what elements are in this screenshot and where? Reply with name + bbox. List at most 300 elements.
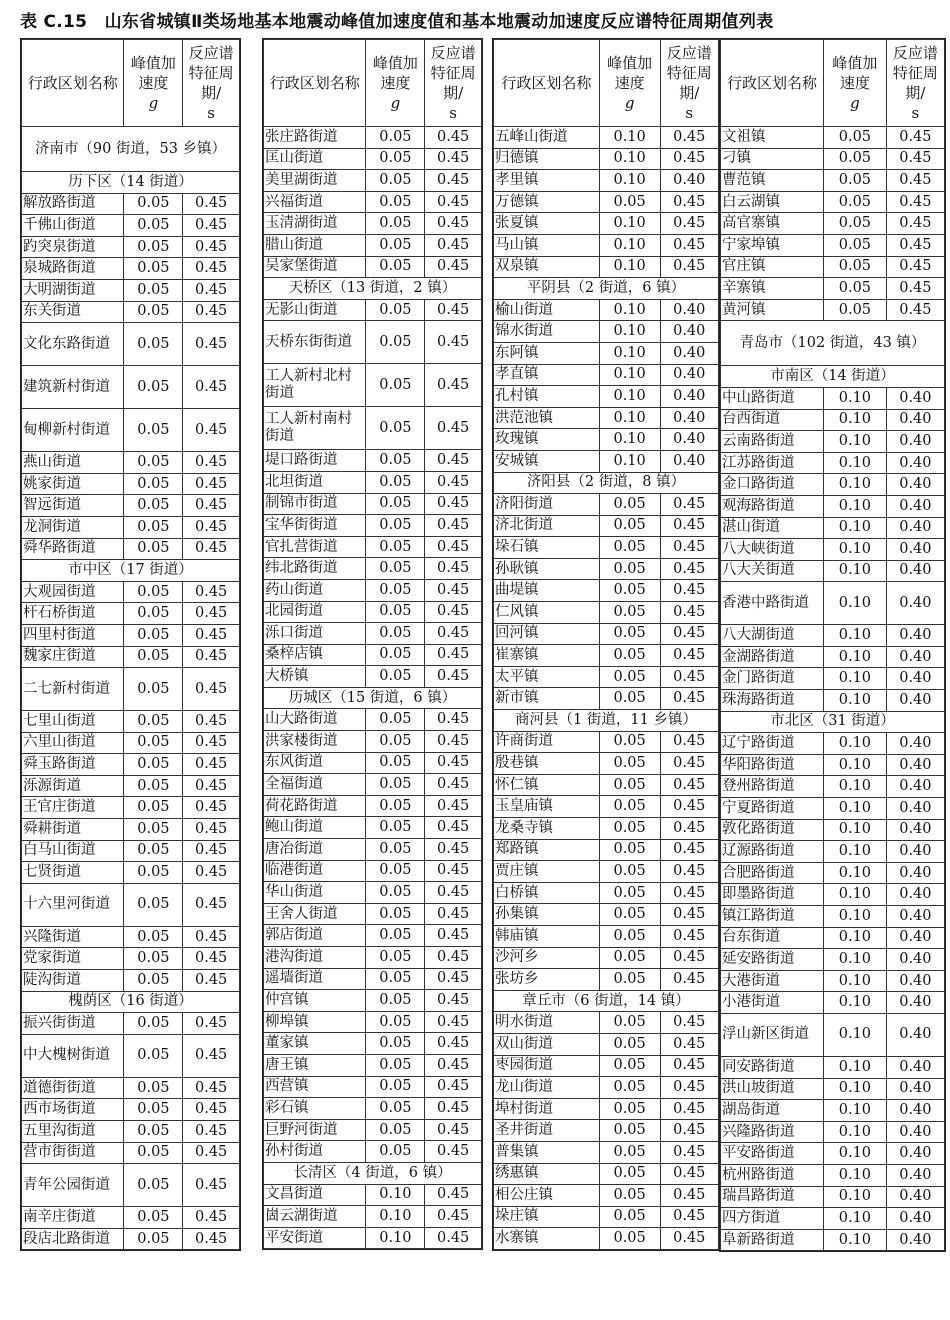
table-row xyxy=(22,1164,240,1207)
table-row xyxy=(494,537,719,559)
table-row xyxy=(721,754,945,776)
period-cell: 0.45 xyxy=(660,602,719,624)
region-name-cell: 孝里镇 xyxy=(494,170,600,192)
table-row xyxy=(494,1077,719,1099)
table-row xyxy=(22,538,240,560)
region-name-cell: 南辛庄街道 xyxy=(22,1207,124,1229)
header-row xyxy=(721,40,945,127)
peak-acceleration-cell: 0.05 xyxy=(599,1120,660,1142)
district-heading: 长清区（4 街道，6 镇） xyxy=(264,1162,482,1184)
table-row xyxy=(494,191,719,213)
peak-acceleration-cell: 0.05 xyxy=(366,170,425,192)
city-heading-row xyxy=(22,127,240,172)
region-name-cell: 张庄路街道 xyxy=(264,127,366,149)
period-cell: 0.45 xyxy=(183,862,240,884)
region-name-cell: 孙集镇 xyxy=(494,904,600,926)
period-cell: 0.45 xyxy=(886,148,944,170)
period-cell: 0.45 xyxy=(183,581,240,603)
peak-acceleration-cell: 0.10 xyxy=(599,148,660,170)
period-cell: 0.45 xyxy=(425,623,482,645)
period-cell: 0.45 xyxy=(183,301,240,323)
region-name-cell: 登州路街道 xyxy=(721,776,824,798)
peak-acceleration-cell: 0.05 xyxy=(366,666,425,688)
table-row xyxy=(494,818,719,840)
peak-acceleration-cell: 0.10 xyxy=(599,450,660,472)
period-cell: 0.40 xyxy=(660,364,719,386)
peak-acceleration-cell: 0.05 xyxy=(124,452,183,474)
peak-acceleration-cell: 0.10 xyxy=(599,213,660,235)
region-name-cell: 解放路街道 xyxy=(22,193,124,215)
region-name-cell: 柳埠镇 xyxy=(264,1011,366,1033)
peak-acceleration-cell: 0.05 xyxy=(124,258,183,280)
peak-acceleration-cell: 0.10 xyxy=(824,884,887,906)
region-name-cell: 镇江路街道 xyxy=(721,906,824,928)
table-row xyxy=(494,450,719,472)
table-row xyxy=(494,753,719,775)
table-row xyxy=(721,1121,945,1143)
peak-acceleration-cell: 0.05 xyxy=(124,1099,183,1121)
table-row xyxy=(22,1121,240,1143)
region-name-cell: 制锦市街道 xyxy=(264,493,366,515)
table-row xyxy=(264,256,482,278)
region-name-cell: 洪家楼街道 xyxy=(264,731,366,753)
header-characteristic-period xyxy=(886,40,944,127)
peak-acceleration-cell: 0.05 xyxy=(366,709,425,731)
period-cell: 0.45 xyxy=(886,256,944,278)
region-name-cell: 八大峡街道 xyxy=(721,539,824,561)
table-row xyxy=(264,774,482,796)
peak-acceleration-cell: 0.10 xyxy=(366,1227,425,1249)
district-heading-row xyxy=(494,990,719,1012)
peak-acceleration-cell: 0.05 xyxy=(599,904,660,926)
region-name-cell: 贾庄镇 xyxy=(494,861,600,883)
peak-acceleration-cell: 0.05 xyxy=(824,234,887,256)
header-peak-acceleration xyxy=(599,40,660,127)
region-name-cell: 官庄镇 xyxy=(721,256,824,278)
period-cell: 0.45 xyxy=(183,883,240,926)
region-name-cell: 太平镇 xyxy=(494,666,600,688)
table-row xyxy=(494,1163,719,1185)
table-row xyxy=(264,170,482,192)
peak-acceleration-cell: 0.05 xyxy=(366,256,425,278)
table-row xyxy=(22,754,240,776)
table-row xyxy=(721,992,945,1014)
table-row xyxy=(264,364,482,407)
district-heading-row xyxy=(721,366,945,388)
peak-acceleration-cell: 0.05 xyxy=(124,797,183,819)
period-cell: 0.40 xyxy=(886,452,944,474)
table-row xyxy=(22,1077,240,1099)
peak-acceleration-cell: 0.05 xyxy=(599,645,660,667)
table-row xyxy=(721,733,945,755)
table-row xyxy=(494,494,719,516)
table-row xyxy=(22,948,240,970)
period-cell: 0.45 xyxy=(425,234,482,256)
region-name-cell: 华阳路街道 xyxy=(721,754,824,776)
period-cell: 0.45 xyxy=(183,1142,240,1164)
table-row xyxy=(264,579,482,601)
table-row xyxy=(22,473,240,495)
period-cell: 0.45 xyxy=(183,1077,240,1099)
peak-acceleration-cell: 0.05 xyxy=(366,407,425,450)
table-row xyxy=(264,299,482,321)
period-cell: 0.40 xyxy=(886,1121,944,1143)
peak-acceleration-cell: 0.05 xyxy=(124,668,183,711)
period-cell: 0.45 xyxy=(183,1121,240,1143)
period-cell: 0.45 xyxy=(660,753,719,775)
header-peak-acceleration xyxy=(824,40,887,127)
peak-acceleration-cell: 0.05 xyxy=(366,623,425,645)
district-heading: 市北区（31 街道） xyxy=(721,711,945,733)
peak-acceleration-cell: 0.05 xyxy=(124,473,183,495)
peak-acceleration-cell: 0.05 xyxy=(366,882,425,904)
region-name-cell: 港沟街道 xyxy=(264,947,366,969)
peak-acceleration-cell: 0.05 xyxy=(124,711,183,733)
district-heading-row xyxy=(22,172,240,194)
period-cell: 0.45 xyxy=(425,1054,482,1076)
period-cell: 0.40 xyxy=(886,409,944,431)
period-cell: 0.45 xyxy=(660,882,719,904)
peak-acceleration-cell: 0.10 xyxy=(599,364,660,386)
region-name-cell: 玉皇庙镇 xyxy=(494,796,600,818)
period-cell: 0.45 xyxy=(660,1185,719,1207)
table-row xyxy=(22,323,240,366)
table-row xyxy=(494,148,719,170)
district-heading: 历城区（15 街道，6 镇） xyxy=(264,687,482,709)
period-cell: 0.45 xyxy=(183,473,240,495)
table-row xyxy=(494,666,719,688)
period-cell: 0.45 xyxy=(660,537,719,559)
peak-acceleration-cell: 0.05 xyxy=(366,471,425,493)
period-cell: 0.40 xyxy=(886,884,944,906)
period-cell: 0.40 xyxy=(886,754,944,776)
table-row xyxy=(264,752,482,774)
peak-acceleration-cell: 0.05 xyxy=(599,839,660,861)
table-row xyxy=(721,517,945,539)
table-row xyxy=(721,495,945,517)
table-row xyxy=(264,213,482,235)
region-name-cell: 珠海路街道 xyxy=(721,690,824,712)
header-period-text: 反应谱特征周期/ xyxy=(666,44,712,102)
peak-acceleration-cell: 0.05 xyxy=(366,515,425,537)
table-row xyxy=(494,645,719,667)
peak-acceleration-cell: 0.05 xyxy=(124,1077,183,1099)
period-cell: 0.45 xyxy=(886,127,944,149)
table-row xyxy=(494,127,719,149)
period-cell: 0.40 xyxy=(886,539,944,561)
region-name-cell: 孙耿镇 xyxy=(494,558,600,580)
period-cell: 0.45 xyxy=(425,127,482,149)
peak-acceleration-cell: 0.05 xyxy=(124,538,183,560)
table-row xyxy=(721,582,945,625)
period-cell: 0.45 xyxy=(660,1012,719,1034)
peak-acceleration-cell: 0.05 xyxy=(824,191,887,213)
region-name-cell: 金口路街道 xyxy=(721,474,824,496)
region-name-cell: 全福街道 xyxy=(264,774,366,796)
peak-acceleration-cell: 0.05 xyxy=(366,299,425,321)
period-cell: 0.45 xyxy=(183,840,240,862)
period-cell: 0.45 xyxy=(425,321,482,364)
region-name-cell: 党家街道 xyxy=(22,948,124,970)
table-row xyxy=(22,862,240,884)
region-name-cell: 曲堤镇 xyxy=(494,580,600,602)
header-peak-acceleration xyxy=(366,40,425,127)
region-name-cell: 绣惠镇 xyxy=(494,1163,600,1185)
region-name-cell: 榆山街道 xyxy=(494,299,600,321)
region-name-cell: 七贤街道 xyxy=(22,862,124,884)
region-name-cell: 平安街道 xyxy=(264,1227,366,1249)
period-cell: 0.45 xyxy=(886,299,944,321)
peak-acceleration-cell: 0.05 xyxy=(599,947,660,969)
region-name-cell: 药山街道 xyxy=(264,579,366,601)
region-name-cell: 王舍人街道 xyxy=(264,903,366,925)
table-row xyxy=(264,127,482,149)
period-cell: 0.40 xyxy=(660,299,719,321)
region-name-cell: 双泉镇 xyxy=(494,256,600,278)
period-cell: 0.40 xyxy=(886,992,944,1014)
table-row xyxy=(721,776,945,798)
region-name-cell: 工人新村南村街道 xyxy=(264,407,366,450)
period-cell: 0.40 xyxy=(886,1013,944,1056)
table-row xyxy=(264,148,482,170)
peak-acceleration-cell: 0.05 xyxy=(366,213,425,235)
table-row xyxy=(494,580,719,602)
peak-acceleration-cell: 0.05 xyxy=(599,537,660,559)
table-row xyxy=(494,602,719,624)
peak-acceleration-cell: 0.05 xyxy=(366,795,425,817)
district-heading-row xyxy=(264,1162,482,1184)
period-cell: 0.45 xyxy=(660,494,719,516)
period-cell: 0.40 xyxy=(886,517,944,539)
peak-acceleration-cell: 0.05 xyxy=(599,515,660,537)
peak-acceleration-cell: 0.05 xyxy=(366,1119,425,1141)
table-column-1 xyxy=(20,38,241,1251)
table-title: 表 C.15 山东省城镇Ⅱ类场地基本地震动峰值加速度值和基本地震动加速度反应谱特征周期值列表 xyxy=(20,12,774,32)
district-heading: 市中区（17 街道） xyxy=(22,560,240,582)
table-row xyxy=(22,258,240,280)
period-cell: 0.45 xyxy=(425,601,482,623)
period-cell: 0.45 xyxy=(425,579,482,601)
table-row xyxy=(721,1208,945,1230)
period-cell: 0.45 xyxy=(425,364,482,407)
period-cell: 0.45 xyxy=(183,452,240,474)
region-name-cell: 小港街道 xyxy=(721,992,824,1014)
district-heading-row xyxy=(494,278,719,300)
table-row xyxy=(494,1228,719,1250)
peak-acceleration-cell: 0.05 xyxy=(599,1033,660,1055)
region-name-cell: 湛山街道 xyxy=(721,517,824,539)
region-name-cell: 孝直镇 xyxy=(494,364,600,386)
table-row xyxy=(264,839,482,861)
table-row xyxy=(721,452,945,474)
period-cell: 0.45 xyxy=(660,904,719,926)
table-row xyxy=(494,1206,719,1228)
period-cell: 0.45 xyxy=(183,279,240,301)
seismic-table xyxy=(493,39,719,1250)
table-row xyxy=(264,191,482,213)
table-row xyxy=(264,321,482,364)
peak-acceleration-cell: 0.05 xyxy=(124,1034,183,1077)
period-cell: 0.45 xyxy=(425,1119,482,1141)
peak-acceleration-cell: 0.10 xyxy=(599,234,660,256)
period-cell: 0.40 xyxy=(886,690,944,712)
region-name-cell: 观海路街道 xyxy=(721,495,824,517)
period-cell: 0.45 xyxy=(660,213,719,235)
peak-acceleration-cell: 0.05 xyxy=(124,732,183,754)
period-cell: 0.45 xyxy=(183,970,240,992)
period-cell: 0.40 xyxy=(886,1143,944,1165)
table-row xyxy=(22,581,240,603)
peak-acceleration-cell: 0.10 xyxy=(824,431,887,453)
peak-acceleration-cell: 0.05 xyxy=(599,1185,660,1207)
region-name-cell: 张夏镇 xyxy=(494,213,600,235)
table-row xyxy=(22,452,240,474)
table-row xyxy=(494,969,719,991)
region-name-cell: 仁风镇 xyxy=(494,602,600,624)
table-column-4 xyxy=(719,38,946,1252)
region-name-cell: 道德街街道 xyxy=(22,1077,124,1099)
region-name-cell: 兴福街道 xyxy=(264,191,366,213)
table-row xyxy=(22,301,240,323)
period-cell: 0.45 xyxy=(425,817,482,839)
period-cell: 0.40 xyxy=(886,1208,944,1230)
region-name-cell: 五里沟街道 xyxy=(22,1121,124,1143)
peak-acceleration-cell: 0.10 xyxy=(366,1206,425,1228)
region-name-cell: 龙洞街道 xyxy=(22,516,124,538)
peak-acceleration-cell: 0.05 xyxy=(366,947,425,969)
peak-acceleration-cell: 0.05 xyxy=(366,450,425,472)
table-row xyxy=(22,819,240,841)
period-cell: 0.45 xyxy=(660,580,719,602)
table-row xyxy=(721,625,945,647)
region-name-cell: 郭店街道 xyxy=(264,925,366,947)
period-cell: 0.45 xyxy=(425,450,482,472)
period-cell: 0.45 xyxy=(660,1163,719,1185)
table-row xyxy=(264,407,482,450)
peak-acceleration-cell: 0.05 xyxy=(366,191,425,213)
peak-acceleration-cell: 0.10 xyxy=(824,582,887,625)
header-characteristic-period xyxy=(183,40,240,127)
region-name-cell: 山大路街道 xyxy=(264,709,366,731)
header-period-unit: s xyxy=(911,104,920,122)
region-name-cell: 明水街道 xyxy=(494,1012,600,1034)
table-row xyxy=(494,1141,719,1163)
period-cell: 0.45 xyxy=(886,191,944,213)
region-name-cell: 崔寨镇 xyxy=(494,645,600,667)
period-cell: 0.45 xyxy=(183,624,240,646)
table-row xyxy=(22,646,240,668)
period-cell: 0.45 xyxy=(660,148,719,170)
table-row xyxy=(494,623,719,645)
region-name-cell: 仲宫镇 xyxy=(264,990,366,1012)
table-row xyxy=(721,1100,945,1122)
peak-acceleration-cell: 0.05 xyxy=(124,581,183,603)
period-cell: 0.45 xyxy=(183,754,240,776)
table-row xyxy=(721,1143,945,1165)
region-name-cell: 郑路镇 xyxy=(494,839,600,861)
period-cell: 0.40 xyxy=(660,170,719,192)
peak-acceleration-cell: 0.05 xyxy=(824,127,887,149)
peak-acceleration-cell: 0.05 xyxy=(124,193,183,215)
table-row xyxy=(494,882,719,904)
header-region-name-text: 行政区划名称 xyxy=(727,74,818,92)
peak-acceleration-cell: 0.10 xyxy=(824,1143,887,1165)
header-period-unit: s xyxy=(207,104,215,122)
table-row xyxy=(721,278,945,300)
period-cell: 0.45 xyxy=(660,256,719,278)
table-row xyxy=(22,732,240,754)
header-characteristic-period xyxy=(425,40,482,127)
city-heading: 济南市（90 街道，53 乡镇） xyxy=(22,127,240,172)
table-row xyxy=(264,234,482,256)
peak-acceleration-cell: 0.10 xyxy=(824,776,887,798)
region-name-cell: 堤口路街道 xyxy=(264,450,366,472)
peak-acceleration-cell: 0.05 xyxy=(124,926,183,948)
table-row xyxy=(264,882,482,904)
table-row xyxy=(264,903,482,925)
district-heading: 平阴县（2 街道，6 镇） xyxy=(494,278,719,300)
peak-acceleration-cell: 0.10 xyxy=(599,407,660,429)
table-row xyxy=(264,1054,482,1076)
period-cell: 0.40 xyxy=(660,450,719,472)
region-name-cell: 工人新村北村街道 xyxy=(264,364,366,407)
period-cell: 0.45 xyxy=(660,688,719,710)
peak-acceleration-cell: 0.05 xyxy=(366,364,425,407)
table-row xyxy=(721,170,945,192)
region-name-cell: 湖岛街道 xyxy=(721,1100,824,1122)
peak-acceleration-cell: 0.05 xyxy=(366,1011,425,1033)
period-cell: 0.45 xyxy=(183,797,240,819)
peak-acceleration-cell: 0.05 xyxy=(366,860,425,882)
region-name-cell: 金门路街道 xyxy=(721,668,824,690)
peak-acceleration-cell: 0.05 xyxy=(366,925,425,947)
peak-acceleration-cell: 0.05 xyxy=(366,839,425,861)
peak-acceleration-cell: 0.05 xyxy=(599,796,660,818)
table-row xyxy=(494,321,719,343)
peak-acceleration-cell: 0.10 xyxy=(824,754,887,776)
peak-acceleration-cell: 0.05 xyxy=(366,644,425,666)
peak-acceleration-cell: 0.05 xyxy=(599,861,660,883)
peak-acceleration-cell: 0.05 xyxy=(124,603,183,625)
peak-acceleration-cell: 0.05 xyxy=(599,882,660,904)
region-name-cell: 水寨镇 xyxy=(494,1228,600,1250)
region-name-cell: 鲍山街道 xyxy=(264,817,366,839)
period-cell: 0.45 xyxy=(425,170,482,192)
period-cell: 0.40 xyxy=(886,733,944,755)
table-row xyxy=(264,1141,482,1163)
peak-acceleration-cell: 0.05 xyxy=(124,819,183,841)
region-name-cell: 兴隆路街道 xyxy=(721,1121,824,1143)
period-cell: 0.40 xyxy=(886,1164,944,1186)
period-cell: 0.40 xyxy=(886,1229,944,1251)
region-name-cell: 腊山街道 xyxy=(264,234,366,256)
period-cell: 0.45 xyxy=(660,515,719,537)
table-row xyxy=(264,925,482,947)
region-name-cell: 十六里河街道 xyxy=(22,883,124,926)
table-row xyxy=(494,925,719,947)
region-name-cell: 华山街道 xyxy=(264,882,366,904)
header-region-name xyxy=(264,40,366,127)
region-name-cell: 金湖路街道 xyxy=(721,646,824,668)
region-name-cell: 白云湖镇 xyxy=(721,191,824,213)
region-name-cell: 无影山街道 xyxy=(264,299,366,321)
peak-acceleration-cell: 0.10 xyxy=(599,127,660,149)
region-name-cell: 八大关街道 xyxy=(721,560,824,582)
table-row xyxy=(494,1120,719,1142)
table-row xyxy=(494,1033,719,1055)
table-row xyxy=(264,493,482,515)
table-row xyxy=(22,926,240,948)
